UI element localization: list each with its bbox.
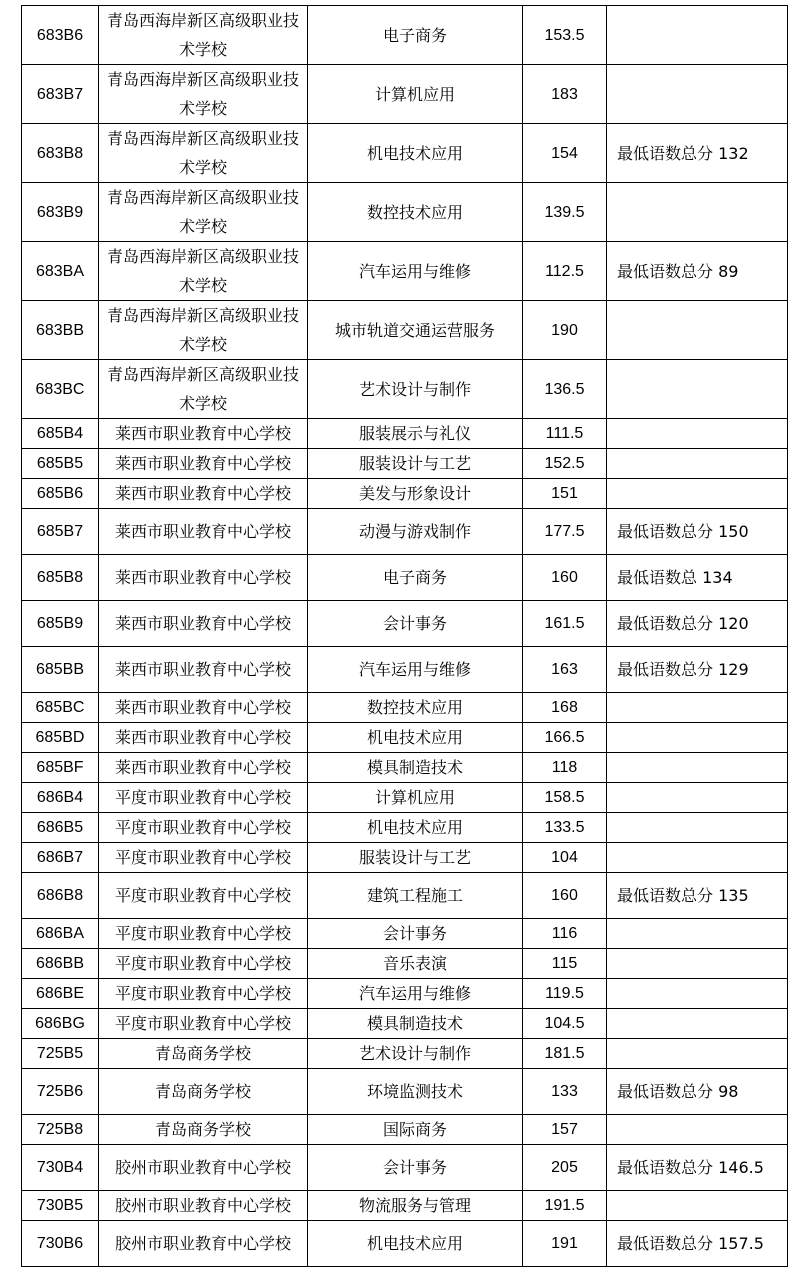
table-row [22,647,788,693]
table-row [22,1069,788,1115]
table-row [22,6,788,65]
admission-code-cell: 685B7 [22,509,99,555]
min-score-cell: 116 [523,919,607,949]
min-score-cell: 111.5 [523,419,607,449]
remark-cell: 最低语数总分 135 [607,873,788,919]
table-row [22,919,788,949]
admission-code-cell: 730B6 [22,1221,99,1267]
min-score-cell: 112.5 [523,242,607,301]
remark-cell [607,301,788,360]
admission-code-cell: 686B8 [22,873,99,919]
school-name-cell: 青岛西海岸新区高级职业技术学校 [99,65,308,124]
remark-cell [607,1039,788,1069]
school-name-cell: 平度市职业教育中心学校 [99,843,308,873]
major-name-cell: 音乐表演 [308,949,523,979]
min-score-cell: 161.5 [523,601,607,647]
admission-code-cell: 730B5 [22,1191,99,1221]
remark-cell [607,183,788,242]
admission-code-cell: 725B5 [22,1039,99,1069]
school-name-cell: 平度市职业教育中心学校 [99,949,308,979]
admission-code-cell: 683B7 [22,65,99,124]
min-score-cell: 157 [523,1115,607,1145]
school-name-cell: 平度市职业教育中心学校 [99,873,308,919]
school-name-cell: 青岛西海岸新区高级职业技术学校 [99,183,308,242]
remark-cell [607,843,788,873]
major-name-cell: 环境监测技术 [308,1069,523,1115]
admission-code-cell: 686B5 [22,813,99,843]
table-row [22,509,788,555]
school-name-cell: 莱西市职业教育中心学校 [99,449,308,479]
min-score-cell: 205 [523,1145,607,1191]
school-name-cell: 平度市职业教育中心学校 [99,919,308,949]
admission-code-cell: 685BB [22,647,99,693]
table-row [22,843,788,873]
school-name-cell: 莱西市职业教育中心学校 [99,753,308,783]
school-name-cell: 莱西市职业教育中心学校 [99,555,308,601]
school-name-cell: 青岛商务学校 [99,1039,308,1069]
table-row [22,301,788,360]
remark-cell: 最低语数总分 157.5 [607,1221,788,1267]
major-name-cell: 电子商务 [308,555,523,601]
min-score-cell: 152.5 [523,449,607,479]
min-score-cell: 163 [523,647,607,693]
min-score-cell: 104.5 [523,1009,607,1039]
min-score-cell: 118 [523,753,607,783]
major-name-cell: 数控技术应用 [308,693,523,723]
major-name-cell: 动漫与游戏制作 [308,509,523,555]
major-name-cell: 模具制造技术 [308,1009,523,1039]
school-name-cell: 青岛西海岸新区高级职业技术学校 [99,360,308,419]
major-name-cell: 国际商务 [308,1115,523,1145]
major-name-cell: 建筑工程施工 [308,873,523,919]
min-score-cell: 139.5 [523,183,607,242]
table-row [22,479,788,509]
admission-code-cell: 686BE [22,979,99,1009]
school-name-cell: 莱西市职业教育中心学校 [99,723,308,753]
min-score-cell: 166.5 [523,723,607,753]
admission-code-cell: 685B8 [22,555,99,601]
remark-cell [607,979,788,1009]
major-name-cell: 机电技术应用 [308,124,523,183]
table-row [22,1191,788,1221]
school-name-cell: 青岛商务学校 [99,1115,308,1145]
table-row [22,419,788,449]
min-score-cell: 191 [523,1221,607,1267]
table-row [22,601,788,647]
min-score-cell: 191.5 [523,1191,607,1221]
school-name-cell: 平度市职业教育中心学校 [99,783,308,813]
table-row [22,783,788,813]
remark-cell [607,1115,788,1145]
major-name-cell: 电子商务 [308,6,523,65]
school-name-cell: 胶州市职业教育中心学校 [99,1191,308,1221]
major-name-cell: 艺术设计与制作 [308,1039,523,1069]
remark-cell: 最低语数总分 98 [607,1069,788,1115]
school-name-cell: 青岛西海岸新区高级职业技术学校 [99,124,308,183]
major-name-cell: 模具制造技术 [308,753,523,783]
school-name-cell: 平度市职业教育中心学校 [99,979,308,1009]
remark-cell [607,693,788,723]
table-row [22,1009,788,1039]
school-name-cell: 莱西市职业教育中心学校 [99,647,308,693]
school-name-cell: 莱西市职业教育中心学校 [99,601,308,647]
major-name-cell: 数控技术应用 [308,183,523,242]
admission-code-cell: 685BC [22,693,99,723]
table-row [22,693,788,723]
admission-code-cell: 686B7 [22,843,99,873]
major-name-cell: 汽车运用与维修 [308,979,523,1009]
table-row [22,873,788,919]
school-name-cell: 莱西市职业教育中心学校 [99,419,308,449]
admission-code-cell: 685B9 [22,601,99,647]
min-score-cell: 119.5 [523,979,607,1009]
admission-code-cell: 683BC [22,360,99,419]
major-name-cell: 汽车运用与维修 [308,242,523,301]
major-name-cell: 机电技术应用 [308,1221,523,1267]
admission-code-cell: 683B9 [22,183,99,242]
school-name-cell: 胶州市职业教育中心学校 [99,1221,308,1267]
major-name-cell: 艺术设计与制作 [308,360,523,419]
table-row [22,1115,788,1145]
remark-cell [607,753,788,783]
remark-cell: 最低语数总 134 [607,555,788,601]
major-name-cell: 汽车运用与维修 [308,647,523,693]
table-row [22,65,788,124]
admission-code-cell: 683BA [22,242,99,301]
major-name-cell: 会计事务 [308,919,523,949]
table-row [22,183,788,242]
major-name-cell: 物流服务与管理 [308,1191,523,1221]
remark-cell [607,419,788,449]
remark-cell: 最低语数总分 120 [607,601,788,647]
min-score-cell: 190 [523,301,607,360]
school-name-cell: 莱西市职业教育中心学校 [99,509,308,555]
admission-code-cell: 685B6 [22,479,99,509]
table-row [22,1145,788,1191]
admission-code-cell: 685B5 [22,449,99,479]
school-name-cell: 平度市职业教育中心学校 [99,813,308,843]
major-name-cell: 机电技术应用 [308,813,523,843]
major-name-cell: 服装设计与工艺 [308,449,523,479]
remark-cell: 最低语数总分 89 [607,242,788,301]
school-name-cell: 青岛西海岸新区高级职业技术学校 [99,6,308,65]
major-name-cell: 城市轨道交通运营服务 [308,301,523,360]
table-row [22,360,788,419]
school-name-cell: 莱西市职业教育中心学校 [99,479,308,509]
admission-score-table [21,5,788,1267]
min-score-cell: 168 [523,693,607,723]
admission-code-cell: 686BA [22,919,99,949]
table-row [22,949,788,979]
table-row [22,555,788,601]
admission-code-cell: 685B4 [22,419,99,449]
table-body [22,6,788,1267]
table-row [22,723,788,753]
school-name-cell: 胶州市职业教育中心学校 [99,1145,308,1191]
min-score-cell: 104 [523,843,607,873]
min-score-cell: 133.5 [523,813,607,843]
min-score-cell: 115 [523,949,607,979]
admission-code-cell: 683BB [22,301,99,360]
table-row [22,813,788,843]
admission-code-cell: 725B6 [22,1069,99,1115]
remark-cell [607,949,788,979]
major-name-cell: 计算机应用 [308,783,523,813]
min-score-cell: 136.5 [523,360,607,419]
remark-cell: 最低语数总分 129 [607,647,788,693]
table-row [22,979,788,1009]
admission-code-cell: 683B8 [22,124,99,183]
school-name-cell: 青岛商务学校 [99,1069,308,1115]
major-name-cell: 会计事务 [308,1145,523,1191]
remark-cell: 最低语数总分 146.5 [607,1145,788,1191]
remark-cell [607,479,788,509]
table-row [22,242,788,301]
admission-code-cell: 725B8 [22,1115,99,1145]
remark-cell [607,1191,788,1221]
remark-cell [607,783,788,813]
remark-cell [607,723,788,753]
min-score-cell: 154 [523,124,607,183]
school-name-cell: 莱西市职业教育中心学校 [99,693,308,723]
table-row [22,1039,788,1069]
remark-cell [607,1009,788,1039]
min-score-cell: 151 [523,479,607,509]
major-name-cell: 服装展示与礼仪 [308,419,523,449]
school-name-cell: 平度市职业教育中心学校 [99,1009,308,1039]
min-score-cell: 177.5 [523,509,607,555]
remark-cell [607,919,788,949]
remark-cell: 最低语数总分 132 [607,124,788,183]
min-score-cell: 158.5 [523,783,607,813]
table-row [22,1221,788,1267]
remark-cell [607,6,788,65]
table-row [22,449,788,479]
admission-code-cell: 730B4 [22,1145,99,1191]
table-row [22,753,788,783]
min-score-cell: 160 [523,873,607,919]
admission-code-cell: 683B6 [22,6,99,65]
major-name-cell: 机电技术应用 [308,723,523,753]
min-score-cell: 153.5 [523,6,607,65]
remark-cell [607,813,788,843]
remark-cell [607,449,788,479]
min-score-cell: 183 [523,65,607,124]
table-row [22,124,788,183]
admission-code-cell: 686BG [22,1009,99,1039]
min-score-cell: 133 [523,1069,607,1115]
remark-cell [607,65,788,124]
admission-code-cell: 685BD [22,723,99,753]
admission-code-cell: 685BF [22,753,99,783]
major-name-cell: 计算机应用 [308,65,523,124]
admission-code-cell: 686BB [22,949,99,979]
min-score-cell: 181.5 [523,1039,607,1069]
admission-code-cell: 686B4 [22,783,99,813]
school-name-cell: 青岛西海岸新区高级职业技术学校 [99,301,308,360]
major-name-cell: 美发与形象设计 [308,479,523,509]
remark-cell [607,360,788,419]
school-name-cell: 青岛西海岸新区高级职业技术学校 [99,242,308,301]
major-name-cell: 服装设计与工艺 [308,843,523,873]
major-name-cell: 会计事务 [308,601,523,647]
min-score-cell: 160 [523,555,607,601]
remark-cell: 最低语数总分 150 [607,509,788,555]
